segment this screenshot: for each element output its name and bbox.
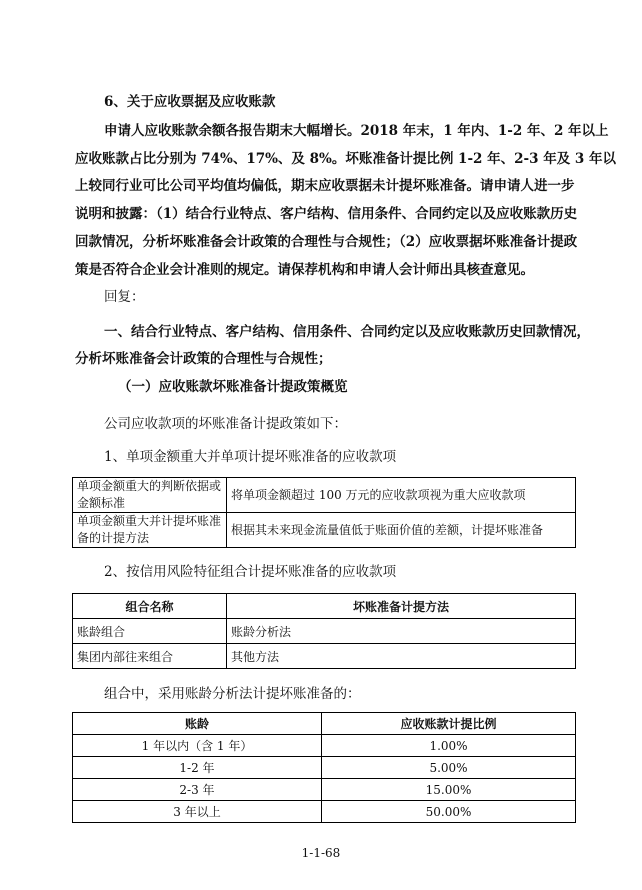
question-line: 策是否符合企业会计准则的规定。请保荐机构和申请人会计师出具核查意见。 — [75, 261, 534, 278]
table-header-row — [73, 713, 576, 735]
item1-title: 1、单项金额重大并单项计提坏账准备的应收款项 — [104, 449, 397, 465]
table-cell: 15.00% — [322, 779, 576, 801]
question-line: 应收账款占比分别为 74%、17%、及 8%。坏账准备计提比例 1-2 年、2-3 年及 3 年以 — [75, 150, 617, 167]
policy-intro: 公司应收款项的坏账准备计提政策如下： — [104, 416, 347, 432]
table-cell: 1 年以内（含 1 年） — [73, 735, 322, 757]
table-cell: 账龄组合 — [73, 619, 227, 644]
column-header: 账龄 — [73, 713, 322, 735]
ageing-intro: 组合中，采用账龄分析法计提坏账准备的： — [104, 686, 361, 702]
sub-heading: （一）应收账款坏账准备计提政策概览 — [118, 379, 348, 395]
table-row — [73, 779, 576, 801]
table-row — [73, 644, 576, 669]
column-header: 组合名称 — [73, 594, 227, 619]
table-cell: 其他方法 — [227, 644, 576, 669]
table-cell: 50.00% — [322, 801, 576, 823]
answer-heading-line: 一、结合行业特点、客户结构、信用条件、合同约定以及应收账款历史回款情况， — [104, 324, 590, 340]
reply-label: 回复： — [104, 289, 145, 305]
question-paragraph — [75, 118, 617, 284]
table-cell: 单项金额重大并计提坏账准备的计提方法 — [73, 513, 227, 548]
table-row — [73, 478, 576, 513]
question-line: 上较同行业可比公司平均值均偏低，期末应收票据未计提坏账准备。请申请人进一步 — [75, 178, 575, 195]
table-single-significant — [72, 477, 576, 548]
section-title: 6、关于应收票据及应收账款 — [104, 94, 276, 110]
table-credit-risk-portfolio — [72, 593, 576, 669]
column-header: 应收账款计提比例 — [322, 713, 576, 735]
table-cell: 1-2 年 — [73, 757, 322, 779]
page-number: 1-1-68 — [301, 846, 341, 860]
table-cell: 根据其未来现金流量值低于账面价值的差额，计提坏账准备 — [227, 513, 576, 548]
table-row — [73, 513, 576, 548]
table-cell: 账龄分析法 — [227, 619, 576, 644]
table-row — [73, 757, 576, 779]
question-line: 回款情况，分析坏账准备会计政策的合理性与合规性；（2）应收票据坏账准备计提政 — [75, 233, 578, 250]
item2-title: 2、按信用风险特征组合计提坏账准备的应收款项 — [104, 564, 397, 580]
question-line: 申请人应收账款余额各报告期末大幅增长。2018 年末，1 年内、1-2 年、2 年以上 — [104, 123, 609, 139]
answer-heading-line: 分析坏账准备会计政策的合理性与合规性； — [75, 351, 332, 367]
table-row — [73, 801, 576, 823]
table-ageing-ratio — [72, 712, 576, 823]
table-cell: 5.00% — [322, 757, 576, 779]
table-cell: 3 年以上 — [73, 801, 322, 823]
table-row — [73, 619, 576, 644]
table-cell: 单项金额重大的判断依据或金额标准 — [73, 478, 227, 513]
table-header-row — [73, 594, 576, 619]
table-row — [73, 735, 576, 757]
answer-heading — [75, 319, 590, 373]
question-line: 说明和披露：（1）结合行业特点、客户结构、信用条件、合同约定以及应收账款历史 — [75, 206, 578, 223]
table-cell: 集团内部往来组合 — [73, 644, 227, 669]
table-cell: 2-3 年 — [73, 779, 322, 801]
column-header: 坏账准备计提方法 — [227, 594, 576, 619]
table-cell: 1.00% — [322, 735, 576, 757]
table-cell: 将单项金额超过 100 万元的应收款项视为重大应收款项 — [227, 478, 576, 513]
